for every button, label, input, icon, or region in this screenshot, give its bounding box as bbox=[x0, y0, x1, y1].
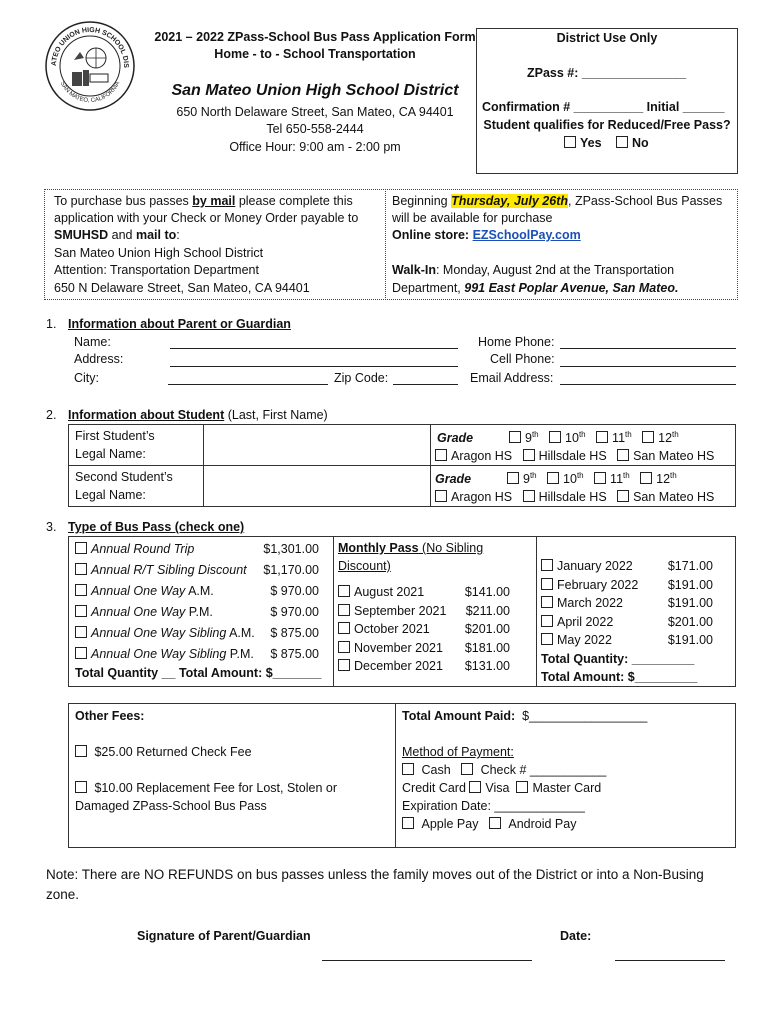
mail-line-5: Attention: Transportation Department bbox=[54, 263, 259, 277]
district-name: San Mateo Union High School District bbox=[171, 82, 459, 99]
section3-title: Type of Bus Pass (check one) bbox=[68, 520, 245, 534]
parent-city-label: City: bbox=[74, 371, 99, 385]
monthly-pass-option[interactable]: April 2022 $201.00 bbox=[541, 613, 721, 632]
month-checkbox[interactable] bbox=[541, 559, 553, 571]
monthly-pass-option[interactable]: May 2022 $191.00 bbox=[541, 631, 721, 650]
second-student-label-cell: Second Student’s Legal Name: bbox=[69, 466, 204, 507]
zip-code-label: Zip Code: bbox=[334, 371, 389, 385]
section2-title: Information about Student (Last, First Name) bbox=[68, 408, 328, 422]
signature-label: Signature of Parent/Guardian bbox=[137, 929, 311, 943]
other-fees-table bbox=[68, 703, 736, 848]
monthly-total-qty[interactable]: Total Quantity: _________ bbox=[541, 651, 695, 666]
month-checkbox[interactable] bbox=[541, 633, 553, 645]
online-store-line: Online store: EZSchoolPay.com bbox=[392, 228, 581, 242]
second-aragon-checkbox[interactable] bbox=[435, 490, 447, 502]
home-phone-input[interactable] bbox=[560, 348, 736, 349]
other-fees-cell bbox=[69, 704, 396, 848]
student-table bbox=[68, 424, 736, 507]
cell-phone-label: Cell Phone: bbox=[490, 352, 555, 366]
district-address: 650 North Delaware Street, San Mateo, CA 94401 bbox=[176, 105, 454, 119]
expiration-date-field[interactable]: Expiration Date: _____________ bbox=[402, 799, 585, 813]
monthly-pass-option[interactable]: September 2021 $211.00 bbox=[338, 602, 518, 621]
mobile-pay-row: Apple Pay Android Pay bbox=[402, 815, 729, 833]
second-grade-11-checkbox[interactable] bbox=[594, 472, 606, 484]
yes-checkbox[interactable] bbox=[564, 136, 576, 148]
monthly-total-amt[interactable]: Total Amount: $_________ bbox=[541, 669, 698, 684]
monthly-pass-option[interactable]: November 2021 $181.00 bbox=[338, 639, 518, 658]
month-checkbox[interactable] bbox=[338, 604, 350, 616]
replacement-fee[interactable]: $10.00 Replacement Fee for Lost, Stolen or Damaged ZPass-School Bus Pass bbox=[75, 781, 337, 813]
monthly-pass-option[interactable]: December 2021 $131.00 bbox=[338, 657, 518, 676]
mail-line-3: SMUHSD and mail to: bbox=[54, 228, 180, 242]
form-title: 2021 – 2022 ZPass-School Bus Pass Application Form bbox=[154, 30, 476, 44]
reduced-pass-question: Student qualifies for Reduced/Free Pass? bbox=[483, 118, 731, 132]
annual-pass-checkbox[interactable] bbox=[75, 584, 87, 596]
parent-city-input[interactable] bbox=[168, 384, 328, 385]
check-checkbox[interactable] bbox=[461, 763, 473, 775]
first-grade-11-checkbox[interactable] bbox=[596, 431, 608, 443]
monthly-pass-option[interactable]: January 2022 $171.00 bbox=[541, 557, 721, 576]
first-aragon-checkbox[interactable] bbox=[435, 449, 447, 461]
reduced-yes-option[interactable] bbox=[564, 136, 602, 150]
second-student-grade-cell: Grade 9th 10th 11th 12th Aragon HS Hillsdale HS San Mateo HS bbox=[431, 466, 736, 507]
credit-card-row: Credit Card Visa Master Card bbox=[402, 781, 602, 795]
district-seal bbox=[44, 20, 136, 112]
home-phone-label: Home Phone: bbox=[478, 335, 555, 349]
month-checkbox[interactable] bbox=[338, 641, 350, 653]
section1-number: 1. bbox=[46, 317, 57, 331]
second-sanmateo-checkbox[interactable] bbox=[617, 490, 629, 502]
walkin-line-2: Department, 991 East Poplar Avenue, San Mateo. bbox=[392, 281, 679, 295]
parent-address-input[interactable] bbox=[170, 366, 458, 367]
first-hillsdale-checkbox[interactable] bbox=[523, 449, 535, 461]
annual-pass-option[interactable]: Annual One Way Sibling A.M. $ 875.00 bbox=[75, 623, 325, 644]
annual-pass-option[interactable]: Annual Round Trip $1,301.00 bbox=[75, 539, 325, 560]
section3-number: 3. bbox=[46, 520, 57, 534]
annual-pass-option[interactable]: Annual One Way P.M. $ 970.00 bbox=[75, 602, 325, 623]
parent-name-input[interactable] bbox=[170, 348, 458, 349]
first-grade-9-checkbox[interactable] bbox=[509, 431, 521, 443]
monthly-pass-option[interactable]: August 2021 $141.00 bbox=[338, 583, 518, 602]
annual-pass-option[interactable]: Annual One Way Sibling P.M. $ 875.00 bbox=[75, 644, 325, 665]
monthly-pass-option[interactable]: February 2022 $191.00 bbox=[541, 576, 721, 595]
email-label: Email Address: bbox=[470, 371, 554, 385]
svg-text:SAN MATEO, CALIFORNIA bbox=[59, 81, 121, 104]
annual-pass-checkbox[interactable] bbox=[75, 605, 87, 617]
mail-line-2: application with your Check or Money Order payable to bbox=[54, 211, 359, 225]
month-checkbox[interactable] bbox=[541, 596, 553, 608]
signature-input[interactable] bbox=[322, 960, 532, 961]
android-pay-checkbox[interactable] bbox=[489, 817, 501, 829]
form-subtitle: Home - to - School Transportation bbox=[214, 47, 416, 61]
annual-pass-cell bbox=[69, 537, 334, 687]
visa-checkbox[interactable] bbox=[469, 781, 481, 793]
annual-pass-checkbox[interactable] bbox=[75, 563, 87, 575]
annual-pass-option[interactable]: Annual One Way A.M. $ 970.00 bbox=[75, 581, 325, 602]
bus-pass-table bbox=[68, 536, 736, 687]
annual-pass-option[interactable]: Annual R/T Sibling Discount $1,170.00 bbox=[75, 560, 325, 581]
replacement-fee-checkbox[interactable] bbox=[75, 781, 87, 793]
mail-line-4: San Mateo Union High School District bbox=[54, 246, 264, 260]
refund-note-line1: Note: There are NO REFUNDS on bus passes unless the family moves out of the District or into a Non-Busing bbox=[46, 867, 704, 882]
annual-pass-checkbox[interactable] bbox=[75, 542, 87, 554]
month-checkbox[interactable] bbox=[338, 659, 350, 671]
seal-text-top: ATEO UNION HIGH SCHOOL DIS bbox=[50, 26, 130, 68]
apple-pay-checkbox[interactable] bbox=[402, 817, 414, 829]
cash-check-row: Cash Check # ___________ bbox=[402, 761, 729, 779]
month-checkbox[interactable] bbox=[338, 585, 350, 597]
first-sanmateo-checkbox[interactable] bbox=[617, 449, 629, 461]
mail-line-1: To purchase bus passes by mail please complete this bbox=[54, 194, 353, 208]
ezschoolpay-link[interactable]: EZSchoolPay.com bbox=[472, 228, 581, 242]
no-label: No bbox=[632, 136, 649, 150]
monthly-2022-cell bbox=[537, 537, 736, 687]
second-grade-12-checkbox[interactable] bbox=[640, 472, 652, 484]
confirmation-field[interactable]: Confirmation # __________ Initial ______ bbox=[482, 100, 725, 114]
date-label: Date: bbox=[560, 929, 592, 943]
month-checkbox[interactable] bbox=[338, 622, 350, 634]
seal-text-bottom: SAN MATEO, CALIFORNIA bbox=[58, 80, 122, 105]
monthly-2021-cell: Monthly Pass (No Sibling Discount) August 2021 $141.00 September 2021 $211.00 October 2021 $201.00 November 2021 $181.00 December 2021 $131.00 bbox=[334, 537, 537, 687]
parent-name-label: Name: bbox=[74, 335, 111, 349]
annual-total-line[interactable]: Total Quantity __ Total Amount: $_______ bbox=[75, 666, 322, 680]
section2-number: 2. bbox=[46, 408, 57, 422]
month-checkbox[interactable] bbox=[541, 578, 553, 590]
reduced-no-option[interactable] bbox=[616, 136, 649, 150]
other-fees-title: Other Fees: bbox=[75, 709, 145, 723]
parent-address-label: Address: bbox=[74, 352, 124, 366]
refund-note-line2: zone. bbox=[46, 887, 80, 902]
payment-cell bbox=[396, 704, 736, 848]
second-grade-10-checkbox[interactable] bbox=[547, 472, 559, 484]
date-input[interactable] bbox=[615, 960, 725, 961]
section1-title: Information about Parent or Guardian bbox=[68, 317, 291, 331]
first-grade-10-checkbox[interactable] bbox=[549, 431, 561, 443]
district-phone: Tel 650-558-2444 bbox=[266, 122, 364, 136]
second-grade-9-checkbox[interactable] bbox=[507, 472, 519, 484]
cash-checkbox[interactable] bbox=[402, 763, 414, 775]
first-student-label-cell: First Student’s Legal Name: bbox=[69, 425, 204, 466]
office-hours: Office Hour: 9:00 am - 2:00 pm bbox=[229, 140, 401, 154]
annual-pass-checkbox[interactable] bbox=[75, 647, 87, 659]
monthly-pass-option[interactable]: October 2021 $201.00 bbox=[338, 620, 518, 639]
month-checkbox[interactable] bbox=[541, 615, 553, 627]
total-paid-line[interactable]: Total Amount Paid: $_________________ bbox=[402, 709, 648, 723]
email-input[interactable] bbox=[560, 384, 736, 385]
second-hillsdale-checkbox[interactable] bbox=[523, 490, 535, 502]
payment-method-title: Method of Payment: bbox=[402, 745, 514, 759]
first-student-grade-cell: Grade 9th 10th 11th 12th Aragon HS Hillsdale HS San Mateo HS bbox=[431, 425, 736, 466]
returned-check-fee[interactable]: $25.00 Returned Check Fee bbox=[75, 743, 389, 761]
first-student-name-input[interactable] bbox=[204, 425, 431, 466]
monthly-pass-option[interactable]: March 2022 $191.00 bbox=[541, 594, 721, 613]
zpass-number-field[interactable]: ZPass #: _______________ bbox=[527, 66, 687, 80]
zip-code-input[interactable] bbox=[393, 384, 458, 385]
walkin-line-1: Walk-In: Monday, August 2nd at the Transportation bbox=[392, 263, 675, 277]
yes-label: Yes bbox=[580, 136, 602, 150]
mail-line-6: 650 N Delaware Street, San Mateo, CA 94401 bbox=[54, 281, 310, 295]
online-line-1: Beginning Thursday, July 26th, ZPass-School Bus Passes bbox=[392, 194, 723, 208]
cell-phone-input[interactable] bbox=[560, 366, 736, 367]
mastercard-checkbox[interactable] bbox=[516, 781, 528, 793]
returned-check-checkbox[interactable] bbox=[75, 745, 87, 757]
annual-pass-checkbox[interactable] bbox=[75, 626, 87, 638]
purchase-info-divider bbox=[385, 189, 386, 298]
second-student-name-input[interactable] bbox=[204, 466, 431, 507]
no-checkbox[interactable] bbox=[616, 136, 628, 148]
online-line-2: will be available for purchase bbox=[392, 211, 553, 225]
first-grade-12-checkbox[interactable] bbox=[642, 431, 654, 443]
district-use-title: District Use Only bbox=[556, 31, 658, 45]
